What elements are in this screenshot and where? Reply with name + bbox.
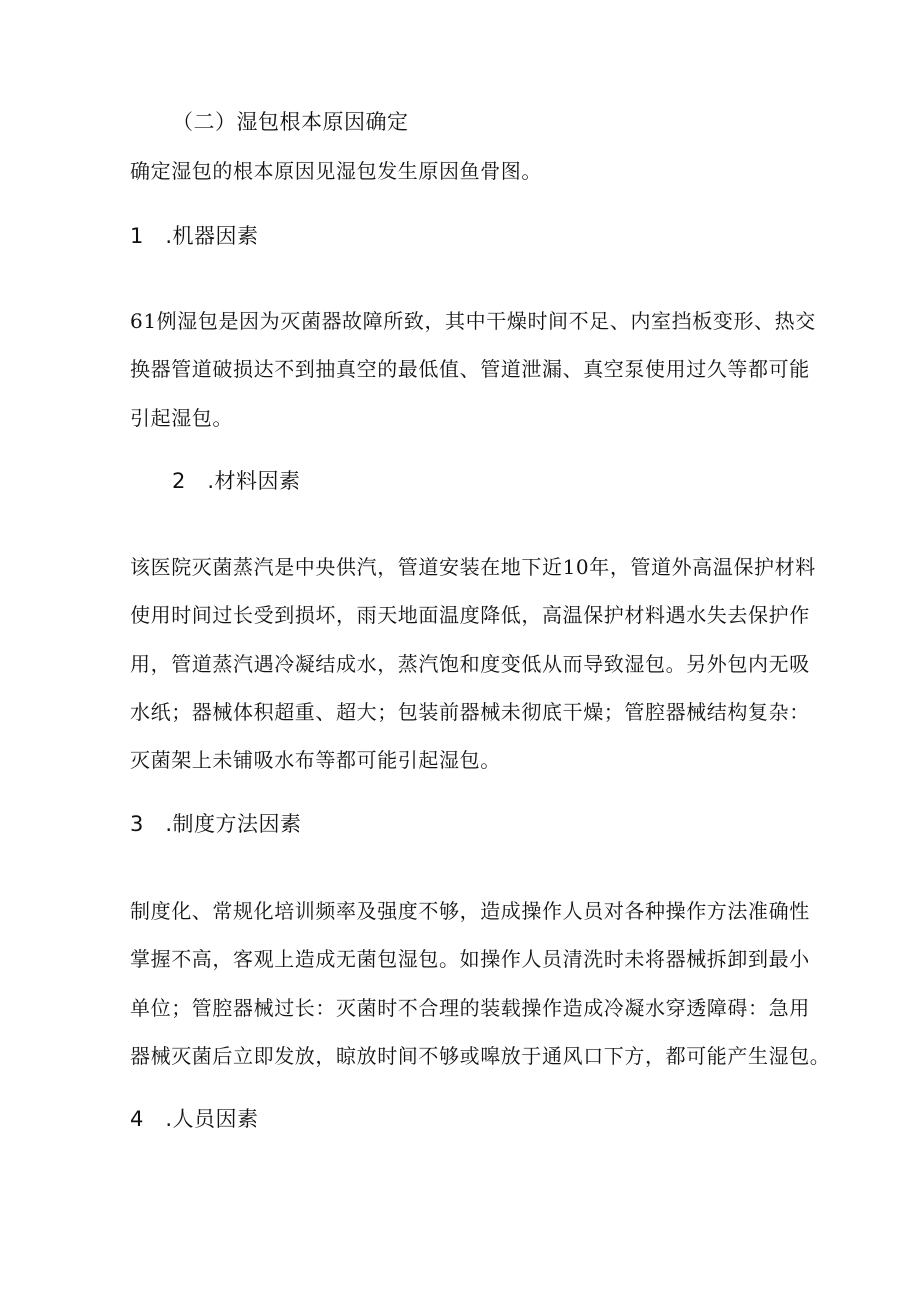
heading-material-factors: 2 .材料因素 <box>172 469 301 493</box>
heading-machine-factors: 1 .机器因素 <box>130 224 259 248</box>
paragraph-line: 器械灭菌后立即发放，晾放时间不够或嗥放于通风口下方，都可能产生湿包。 <box>130 1044 831 1068</box>
paragraph-line: 制度化、常规化培训频率及强度不够，造成操作人员对各种操作方法准确性 <box>130 899 810 923</box>
paragraph-line: 该医院灭菌蒸汽是中央供汽，管道安装在地下近10年，管道外高温保护材料 <box>130 555 816 579</box>
paragraph-line: 掌握不高，客观上造成无菌包湿包。如操作人员清洗时未将器械拆卸到最小 <box>130 947 810 971</box>
paragraph-line: 水纸；器械体积超重、超大；包装前器械未彻底干燥；管腔器械结构复杂： <box>130 700 810 724</box>
paragraph-line: 使用时间过长受到损坏，雨天地面温度降低，高温保护材料遇水失去保护作 <box>130 603 810 627</box>
heading-personnel-factors: 4 .人员因素 <box>130 1107 259 1131</box>
paragraph-line: 61例湿包是因为灭菌器故障所致，其中干燥时间不足、内室挡板变形、热交 <box>130 309 816 333</box>
heading-system-method-factors: 3 .制度方法因素 <box>130 812 302 836</box>
paragraph-line: 换器管道破损达不到抽真空的最低值、管道泄漏、真空泵使用过久等都可能 <box>130 357 810 381</box>
paragraph-line: 单位；管腔器械过长：灭菌时不合理的装载操作造成冷凝水穿透障碍：急用 <box>130 996 810 1020</box>
paragraph-line: 引起湿包。 <box>130 406 233 430</box>
paragraph-line: 用，管道蒸汽遇冷凝结成水，蒸汽饱和度变低从而导致湿包。另外包内无吸 <box>130 652 810 676</box>
paragraph-line: 灭菌架上未铺吸水布等都可能引起湿包。 <box>130 748 501 772</box>
section-title: （二）湿包根本原因确定 <box>172 110 409 134</box>
intro-paragraph: 确定湿包的根本原因见湿包发生原因鱼骨图。 <box>130 159 542 183</box>
